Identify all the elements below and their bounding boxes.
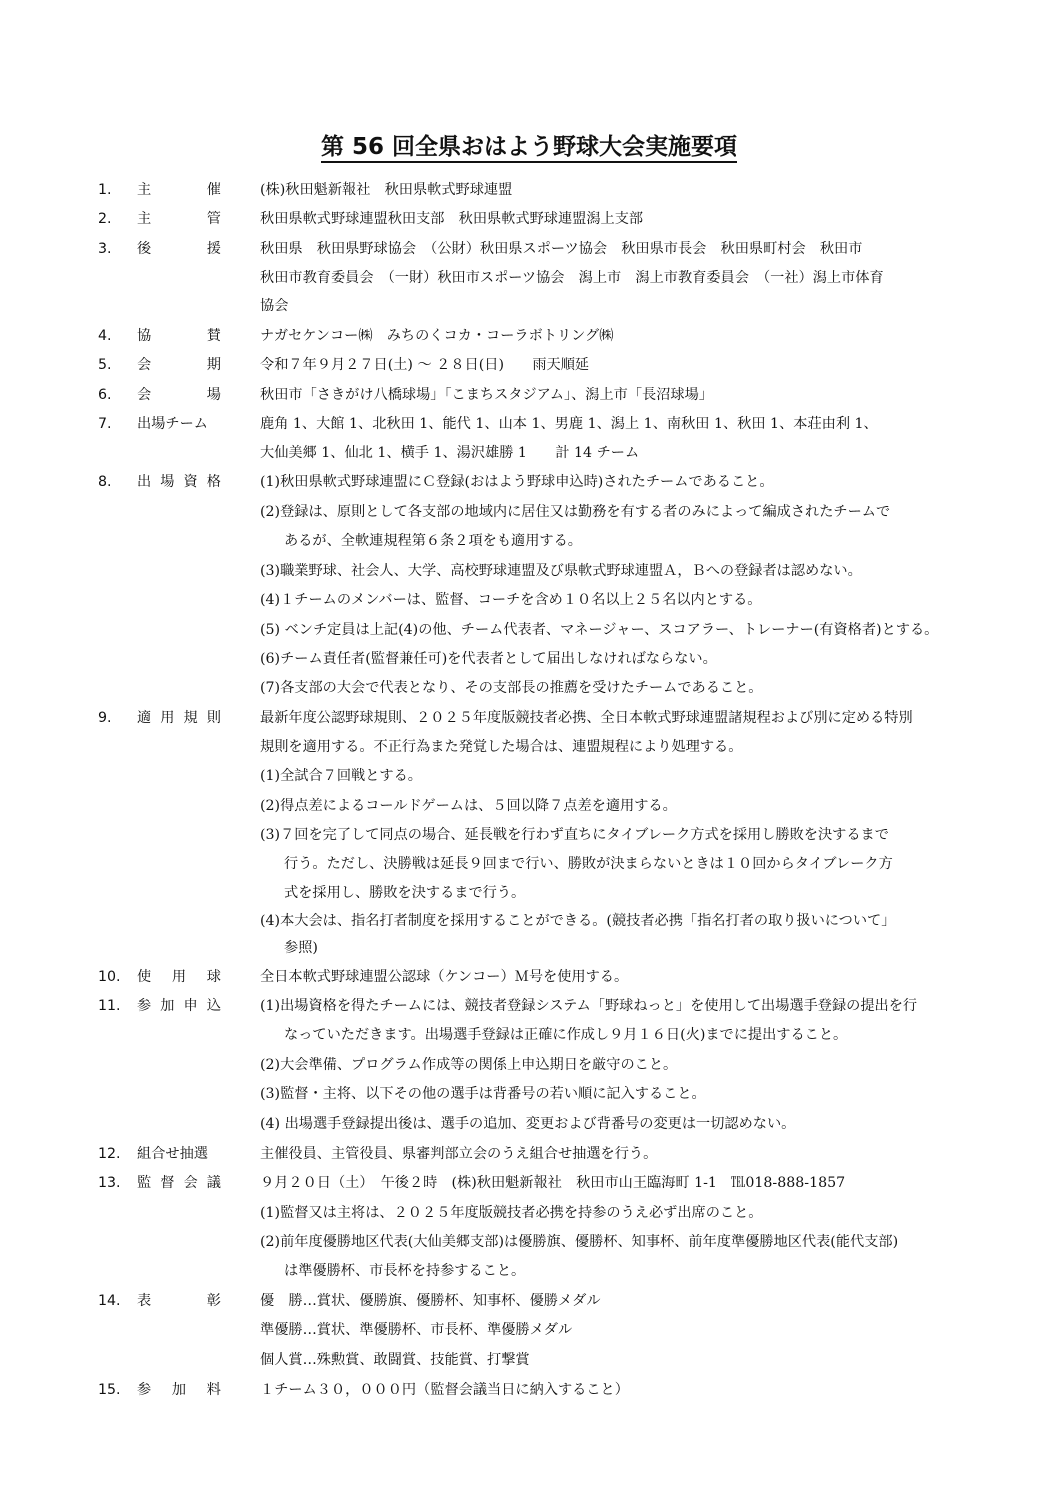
section-number: 9. bbox=[98, 710, 112, 726]
section-label bbox=[137, 1381, 221, 1399]
section-number: 7. bbox=[98, 416, 112, 432]
section-label-char: 申 bbox=[183, 998, 198, 1014]
section-label-char: 彰 bbox=[206, 1293, 221, 1309]
section-label-char: 加 bbox=[160, 998, 175, 1014]
section-label-char: 込 bbox=[206, 998, 221, 1014]
section-text-line: ナガセケンコー㈱ みちのくコカ・コーラボトリング㈱ bbox=[260, 328, 614, 344]
section-text-line: (1)出場資格を得たチームには、競技者登録システム「野球ねっと」を使用して出場選手登録の提出を行 bbox=[260, 998, 918, 1014]
section-label bbox=[137, 1292, 221, 1310]
section-label-char: 格 bbox=[206, 474, 221, 490]
document-title-text: 第 56 回全県おはよう野球大会実施要項 bbox=[321, 134, 737, 163]
section-label-char: 会 bbox=[137, 387, 152, 403]
section-label bbox=[137, 356, 221, 374]
section-text-line: (4) 出場選手登録提出後は、選手の追加、変更および背番号の変更は一切認めない。 bbox=[260, 1116, 796, 1132]
section-text-line: (2)得点差によるコールドゲームは、５回以降７点差を適用する。 bbox=[260, 798, 677, 814]
section-label-char: 加 bbox=[171, 1382, 187, 1398]
section-label-char: 表 bbox=[137, 1293, 152, 1309]
section-text-line: 秋田市「さきがけ八橋球場」「こまちスタジアム」、潟上市「長沼球場」 bbox=[260, 387, 713, 403]
section-label bbox=[137, 1174, 221, 1192]
section-text-line: (4)１チームのメンバーは、監督、コーチを含め１０名以上２５名以内とする。 bbox=[260, 592, 762, 608]
section-label-char: 出場チーム bbox=[137, 416, 208, 432]
section-text-line: ９月２０日（土） 午後２時 (株)秋田魁新報社 秋田市山王臨海町 1-1 ℡018-888-1857 bbox=[260, 1175, 846, 1191]
section-label bbox=[137, 473, 221, 491]
section-label-char: 用 bbox=[160, 710, 175, 726]
section-number: 2. bbox=[98, 211, 112, 227]
section-number: 6. bbox=[98, 387, 112, 403]
section-label bbox=[137, 997, 221, 1015]
section-label bbox=[137, 181, 221, 199]
section-text-line: 準優勝…賞状、準優勝杯、市長杯、準優勝メダル bbox=[260, 1322, 573, 1338]
section-text-line: (1)監督又は主将は、２０２５年度版競技者必携を持参のうえ必ず出席のこと。 bbox=[260, 1205, 763, 1221]
section-label-char: 組合せ抽選 bbox=[137, 1146, 208, 1162]
document-title bbox=[0, 128, 1058, 161]
section-label-char: 援 bbox=[206, 241, 221, 257]
section-label-char: 管 bbox=[206, 211, 221, 227]
section-text-line: 令和７年９月２７日(土) 〜 ２８日(日) 雨天順延 bbox=[260, 357, 590, 373]
section-text-line: は準優勝杯、市長杯を持参すること。 bbox=[284, 1263, 526, 1279]
section-label-char: 参 bbox=[137, 1382, 152, 1398]
section-label-char: 資 bbox=[183, 474, 198, 490]
section-label bbox=[137, 240, 221, 258]
section-label-char: 用 bbox=[171, 969, 187, 985]
section-text-line: 秋田県軟式野球連盟秋田支部 秋田県軟式野球連盟潟上支部 bbox=[260, 211, 644, 227]
section-text-line: 鹿角 1、大館 1、北秋田 1、能代 1、山本 1、男鹿 1、潟上 1、南秋田 1、秋田 1、本荘由利 1、 bbox=[260, 416, 878, 432]
section-label-char: 会 bbox=[183, 1175, 198, 1191]
section-label-char: 賛 bbox=[206, 328, 221, 344]
section-label-char: 監 bbox=[137, 1175, 152, 1191]
section-text-line: (7)各支部の大会で代表となり、その支部長の推薦を受けたチームであること。 bbox=[260, 680, 763, 696]
section-number: 10. bbox=[98, 969, 121, 985]
section-label bbox=[137, 1145, 221, 1163]
section-text-line: 協会 bbox=[260, 298, 289, 314]
section-number: 11. bbox=[98, 998, 121, 1014]
section-number: 13. bbox=[98, 1175, 121, 1191]
section-text-line: あるが、全軟連規程第６条２項をも適用する。 bbox=[284, 533, 582, 549]
section-text-line: (2)登録は、原則として各支部の地域内に居住又は勤務を有する者のみによって編成されたチームで bbox=[260, 504, 891, 520]
section-label-char: 議 bbox=[206, 1175, 221, 1191]
section-number: 4. bbox=[98, 328, 112, 344]
section-label-char: 主 bbox=[137, 182, 152, 198]
section-label bbox=[137, 210, 221, 228]
section-text-line: 行う。ただし、決勝戦は延長９回まで行い、勝敗が決まらないときは１０回からタイブレーク方 bbox=[284, 856, 893, 872]
section-text-line: 秋田県 秋田県野球協会 （公財）秋田県スポーツ協会 秋田県市長会 秋田県町村会 秋田市 bbox=[260, 241, 863, 257]
section-text-line: 優 勝…賞状、優勝旗、優勝杯、知事杯、優勝メダル bbox=[260, 1293, 601, 1309]
section-label-char: 催 bbox=[206, 182, 221, 198]
section-label bbox=[137, 968, 221, 986]
section-label-char: 場 bbox=[206, 387, 221, 403]
section-text-line: (3)監督・主将、以下その他の選手は背番号の若い順に記入すること。 bbox=[260, 1086, 706, 1102]
section-number: 12. bbox=[98, 1146, 121, 1162]
section-label bbox=[137, 327, 221, 345]
section-label bbox=[137, 709, 221, 727]
section-text-line: (1)秋田県軟式野球連盟にＣ登録(おはよう野球申込時)されたチームであること。 bbox=[260, 474, 774, 490]
section-label-char: 後 bbox=[137, 241, 152, 257]
section-text-line: (3)７回を完了して同点の場合、延長戦を行わず直ちにタイブレーク方式を採用し勝敗を決するまで bbox=[260, 827, 889, 843]
section-text-line: (6)チーム責任者(監督兼任可)を代表者として届出しなければならない。 bbox=[260, 651, 717, 667]
section-text-line: 全日本軟式野球連盟公認球（ケンコー）Ｍ号を使用する。 bbox=[260, 969, 629, 985]
section-text-line: (2)前年度優勝地区代表(大仙美郷支部)は優勝旗、優勝杯、知事杯、前年度準優勝地区代表(能代支部) bbox=[260, 1234, 899, 1250]
section-number: 3. bbox=[98, 241, 112, 257]
section-label-char: 使 bbox=[137, 969, 152, 985]
section-text-line: 主催役員、主管役員、県審判部立会のうえ組合せ抽選を行う。 bbox=[260, 1146, 658, 1162]
section-label-char: 参 bbox=[137, 998, 152, 1014]
section-text-line: (2)大会準備、プログラム作成等の関係上申込期日を厳守のこと。 bbox=[260, 1057, 678, 1073]
section-label-char: 期 bbox=[206, 357, 221, 373]
section-text-line: (3)職業野球、社会人、大学、高校野球連盟及び県軟式野球連盟Ａ，Ｂへの登録者は認めない。 bbox=[260, 563, 862, 579]
section-number: 5. bbox=[98, 357, 112, 373]
section-label-char: 督 bbox=[160, 1175, 175, 1191]
section-text-line: 最新年度公認野球規則、２０２５年度版競技者必携、全日本軟式野球連盟諸規程および別に定める特別 bbox=[260, 710, 913, 726]
section-label-char: 料 bbox=[206, 1382, 221, 1398]
section-number: 15. bbox=[98, 1382, 121, 1398]
section-label-char: 規 bbox=[183, 710, 198, 726]
section-label-char: 会 bbox=[137, 357, 152, 373]
section-text-line: 大仙美郷 1、仙北 1、横手 1、湯沢雄勝 1 計 14 チーム bbox=[260, 445, 640, 461]
section-text-line: 個人賞…殊勲賞、敢闘賞、技能賞、打撃賞 bbox=[260, 1352, 530, 1368]
section-text-line: １チーム３０，０００円（監督会議当日に納入すること） bbox=[260, 1382, 629, 1398]
section-number: 14. bbox=[98, 1293, 121, 1309]
section-label bbox=[137, 386, 221, 404]
section-text-line: なっていただきます。出場選手登録は正確に作成し９月１６日(火)までに提出すること。 bbox=[284, 1027, 848, 1043]
section-text-line: 式を採用し、勝敗を決するまで行う。 bbox=[284, 885, 526, 901]
section-text-line: (4)本大会は、指名打者制度を採用することができる。(競技者必携「指名打者の取り扱いについて」 bbox=[260, 913, 896, 929]
section-text-line: (株)秋田魁新報社 秋田県軟式野球連盟 bbox=[260, 182, 513, 198]
section-number: 8. bbox=[98, 474, 112, 490]
section-label-char: 則 bbox=[206, 710, 221, 726]
section-text-line: 規則を適用する。不正行為また発覚した場合は、連盟規程により処理する。 bbox=[260, 739, 743, 755]
section-text-line: (5) ベンチ定員は上記(4)の他、チーム代表者、マネージャー、スコアラー、トレーナー(有資格者)とする。 bbox=[260, 622, 939, 638]
section-text-line: 秋田市教育委員会 （一財）秋田市スポーツ協会 潟上市 潟上市教育委員会 （一社）潟上市体育 bbox=[260, 270, 884, 286]
section-label bbox=[137, 415, 221, 433]
section-text-line: 参照) bbox=[284, 940, 318, 956]
section-label-char: 協 bbox=[137, 328, 152, 344]
section-label-char: 主 bbox=[137, 211, 152, 227]
section-label-char: 場 bbox=[160, 474, 175, 490]
section-label-char: 球 bbox=[206, 969, 221, 985]
section-label-char: 出 bbox=[137, 474, 152, 490]
section-number: 1. bbox=[98, 182, 112, 198]
section-text-line: (1)全試合７回戦とする。 bbox=[260, 768, 422, 784]
section-label-char: 適 bbox=[137, 710, 152, 726]
